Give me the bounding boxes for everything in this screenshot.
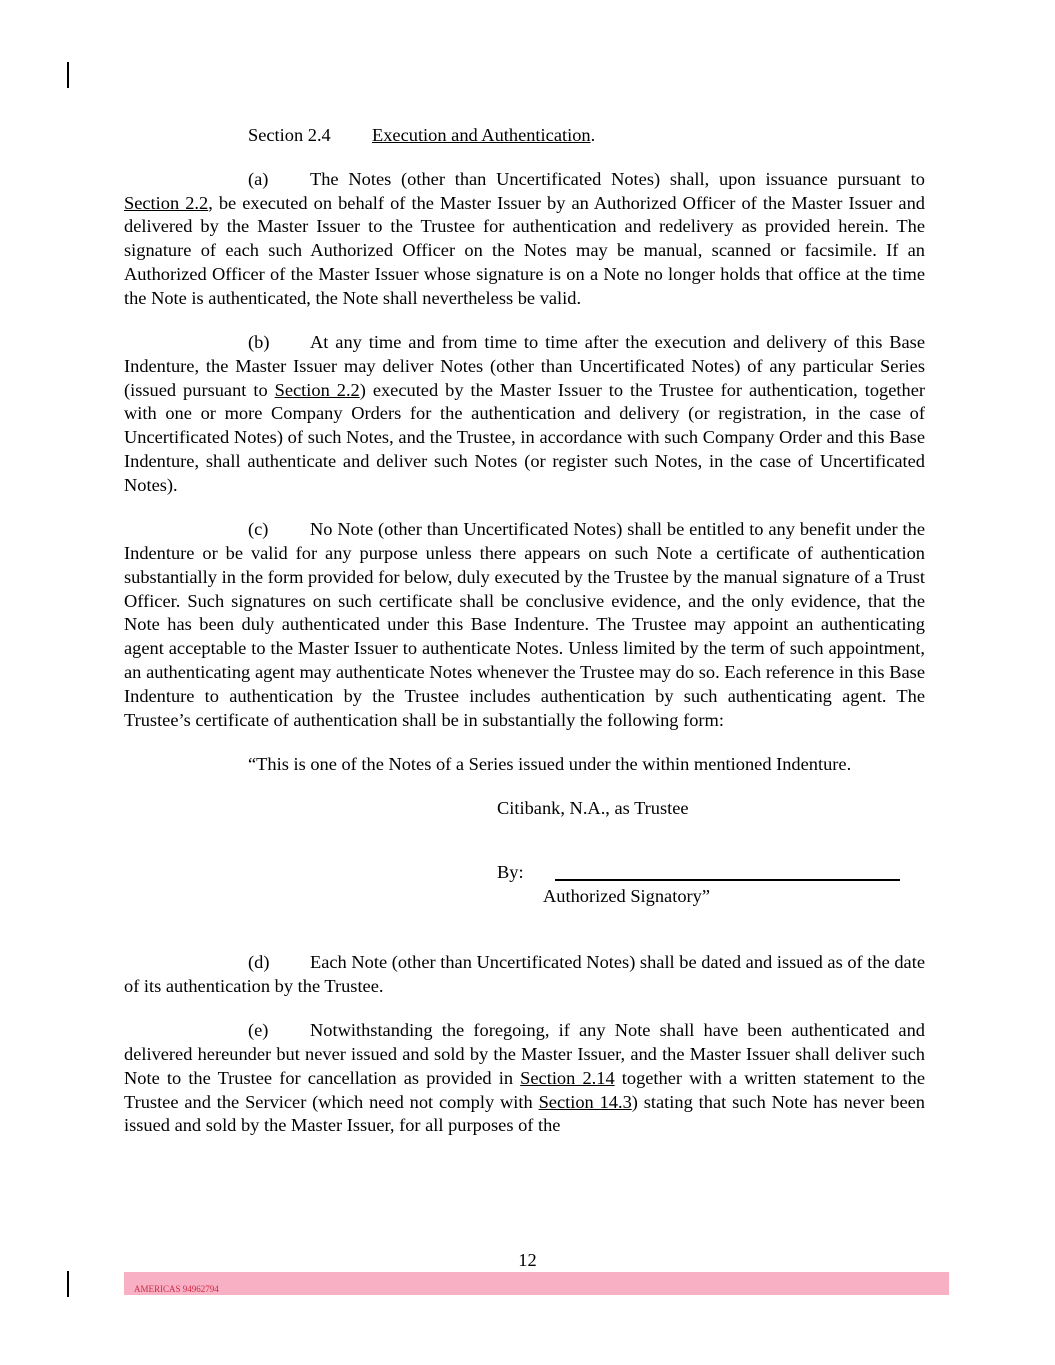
by-label: By: — [497, 862, 524, 883]
paragraph-text: Notwithstanding the foregoing, if any Note shall have been authenticated and delivered hereunder but never issued and sold by the Master Issuer, and the Master Issuer shall deliver such Note to the Trustee for cancellation as provided in — [124, 1020, 925, 1088]
certificate-statement: “This is one of the Notes of a Series issued under the within mentioned Indenture. — [248, 753, 852, 774]
paragraph-label: (a) — [248, 168, 269, 189]
paragraph-label: (d) — [248, 952, 270, 973]
page-number: 12 — [518, 1250, 537, 1270]
paragraph-text: ) stating that such Note has never been issued and sold by the Master Issuer, for all purposes of the — [124, 1091, 925, 1136]
paragraph-e — [124, 1019, 925, 1138]
section-number: Section 2.4 — [248, 125, 331, 145]
certificate-form — [124, 753, 925, 909]
paragraph-text: ) executed by the Master Issuer to the Trustee for authentication, together with one or more Company Orders for the authentication and delivery (or registration, in the case of Uncertificated Notes) of such Notes, and the Trustee, in accordance with such Company Order and this Base Indenture, shall authenticate and deliver such Notes (or register such Notes, in the case of Uncertificated Notes). — [124, 379, 925, 495]
certificate-by-row — [124, 861, 925, 885]
section-title: Execution and Authentication — [372, 125, 591, 145]
section-heading — [124, 124, 925, 148]
paragraph-a — [124, 168, 925, 311]
margin-change-bar-top — [67, 62, 69, 88]
paragraph-c — [124, 518, 925, 732]
section-reference: Section 2.2 — [124, 192, 209, 213]
spacer — [124, 909, 925, 951]
paragraph-text: , be executed on behalf of the Master Issuer by an Authorized Officer of the Master Issuer and delivered by the Master Issuer to the Trustee for authentication and redelivery as provided herein. The signature of each such Authorized Officer on the Notes may be manual, scanned or facsimile. If an Authorized Officer of the Master Issuer whose signature is on a Note no longer holds that office at the time the Note is authenticated, the Note shall nevertheless be valid. — [124, 192, 925, 308]
section-reference: Section 2.14 — [520, 1067, 615, 1088]
paragraph-label: (e) — [248, 1020, 269, 1041]
paragraph-text: No Note (other than Uncertificated Notes) shall be entitled to any benefit under the Indenture or be valid for any purpose unless there appears on such Note a certificate of authentication substantially in the form provided for below, duly executed by the Trustee by the manual signature of a Trust Officer. Such signatures on such certificate shall be conclusive evidence, and the only evidence, that the Note has been duly authenticated under this Base Indenture. The Trustee may appoint an authenticating agent acceptable to the Master Issuer to authenticate Notes. Unless limited by the term of such appointment, an authenticating agent may authenticate Notes whenever the Trustee may do so. Each reference in this Base Indenture to authentication by the Trustee includes authentication by such authenticating agent. The Trustee’s certificate of authentication shall be in substantially the following form: — [124, 519, 925, 730]
margin-change-bar-bottom — [67, 1271, 69, 1297]
paragraph-text: At any time and from time to time after the execution and delivery of this Base Indenture, the Master Issuer may deliver Notes (other than Uncertificated Notes) of any particular Series (issued pursuant to — [124, 332, 925, 400]
signature-line — [555, 879, 900, 881]
certificate-trustee: Citibank, N.A., as Trustee — [497, 797, 689, 818]
paragraph-text: Each Note (other than Uncertificated Notes) shall be dated and issued as of the date of its authentication by the Trustee. — [124, 952, 925, 996]
paragraph-text: together with a written statement to the Trustee and the Servicer (which need not comply with — [124, 1067, 926, 1112]
paragraph-label: (b) — [248, 332, 270, 353]
authorized-signatory: Authorized Signatory” — [543, 886, 711, 907]
section-title-punct: . — [590, 125, 596, 145]
section-reference: Section 2.2 — [274, 379, 360, 400]
section-reference: Section 14.3 — [538, 1091, 632, 1112]
paragraph-text: The Notes (other than Uncertificated Notes) shall, upon issuance pursuant to — [310, 168, 925, 189]
document-id: AMERICAS 94962794 — [134, 1284, 219, 1294]
paragraph-d — [124, 951, 925, 999]
footer-band — [124, 1272, 949, 1295]
paragraph-label: (c) — [248, 519, 269, 540]
paragraph-b — [124, 331, 925, 498]
document-page — [124, 124, 925, 1159]
